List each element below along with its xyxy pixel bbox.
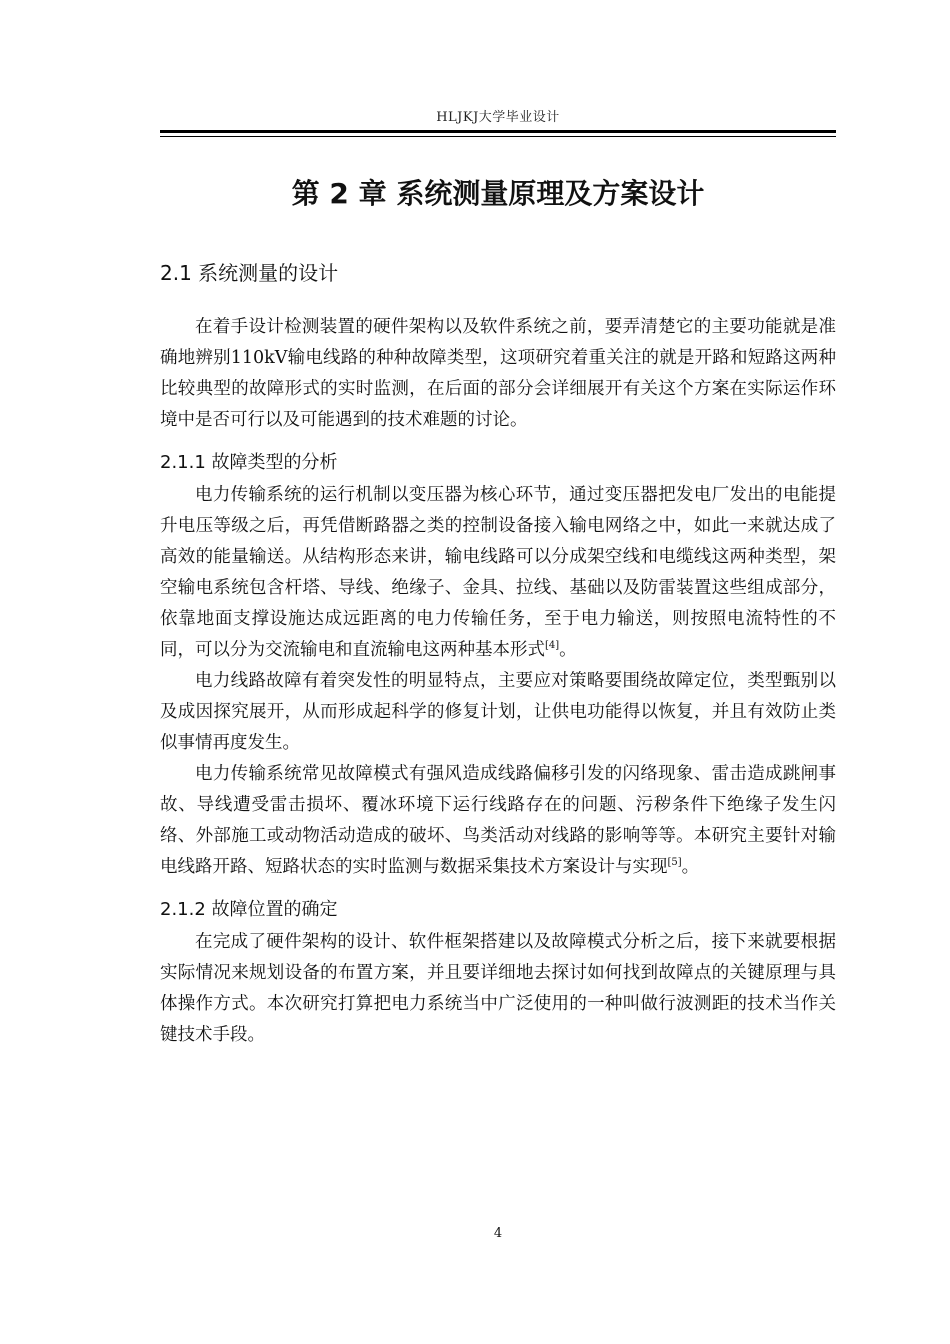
paragraph-text: 电力传输系统的运行机制以变压器为核心环节，通过变压器把发电厂发出的电能提升电压等级之后，再凭借断路器之类的控制设备接入输电网络之中，如此一来就达成了高效的能量输送。从结构形态来讲，输电线路可以分成架空线和电缆线这两种类型，架空输电系统包含杆塔、导线、绝缘子、金具、拉线、基础以及防雷装置这些组成部分，依靠地面支撑设施达成远距离的电力传输任务，至于电力输送，则按照电流特性的不同，可以分为交流输电和直流输电这两种基本形式 bbox=[160, 485, 836, 660]
paragraph-2-1-2-location: 在完成了硬件架构的设计、软件框架搭建以及故障模式分析之后，接下来就要根据实际情况来规划设备的布置方案，并且要详细地去探讨如何找到故障点的关键原理与具体操作方式。本次研究打算把电力系统当中广泛使用的一种叫做行波测距的技术当作关键技术手段。 bbox=[160, 932, 836, 1045]
document-body bbox=[160, 256, 836, 1051]
header-rule-thin bbox=[160, 136, 836, 137]
paragraph-2-1-1-faults: 电力线路故障有着突发性的明显特点，主要应对策略要围绕故障定位，类型甄别以及成因探究展开，从而形成起科学的修复计划，让供电功能得以恢复，并且有效防止类似事情再度发生。 bbox=[160, 671, 836, 753]
chapter-title: 第 2 章 系统测量原理及方案设计 bbox=[291, 177, 705, 210]
paragraph-end: 。 bbox=[681, 857, 700, 877]
paragraph-2-1-intro: 在着手设计检测装置的硬件架构以及软件系统之前，要弄清楚它的主要功能就是准确地辨别110kV输电线路的种种故障类型，这项研究着重关注的就是开路和短路这两种比较典型的故障形式的实时监测，在后面的部分会详细展开有关这个方案在实际运作环境中是否可行以及可能遇到的技术难题的讨论。 bbox=[160, 317, 836, 430]
paragraph-2-1-1-modes bbox=[160, 759, 836, 883]
subsection-heading-2-1-1: 2.1.1 故障类型的分析 bbox=[160, 452, 338, 473]
header-rule-thick bbox=[160, 130, 836, 133]
subsection-heading-2-1-2: 2.1.2 故障位置的确定 bbox=[160, 899, 338, 920]
paragraph-2-1-1-transmission bbox=[160, 480, 836, 666]
citation-5: [5] bbox=[667, 857, 682, 869]
paragraph-text: 电力传输系统常见故障模式有强风造成线路偏移引发的闪络现象、雷击造成跳闸事故、导线遭受雷击损坏、覆冰环境下运行线路存在的问题、污秽条件下绝缘子发生闪络、外部施工或动物活动造成的破坏、鸟类活动对线路的影响等等。本研究主要针对输电线路开路、短路状态的实时监测与数据采集技术方案设计与实现 bbox=[160, 764, 836, 877]
page-number: 4 bbox=[493, 1226, 503, 1241]
section-heading-2-1: 2.1 系统测量的设计 bbox=[160, 261, 339, 285]
citation-4: [4] bbox=[545, 640, 560, 652]
paragraph-end: 。 bbox=[559, 640, 577, 660]
running-header: HLJKJ大学毕业设计 bbox=[436, 110, 560, 125]
